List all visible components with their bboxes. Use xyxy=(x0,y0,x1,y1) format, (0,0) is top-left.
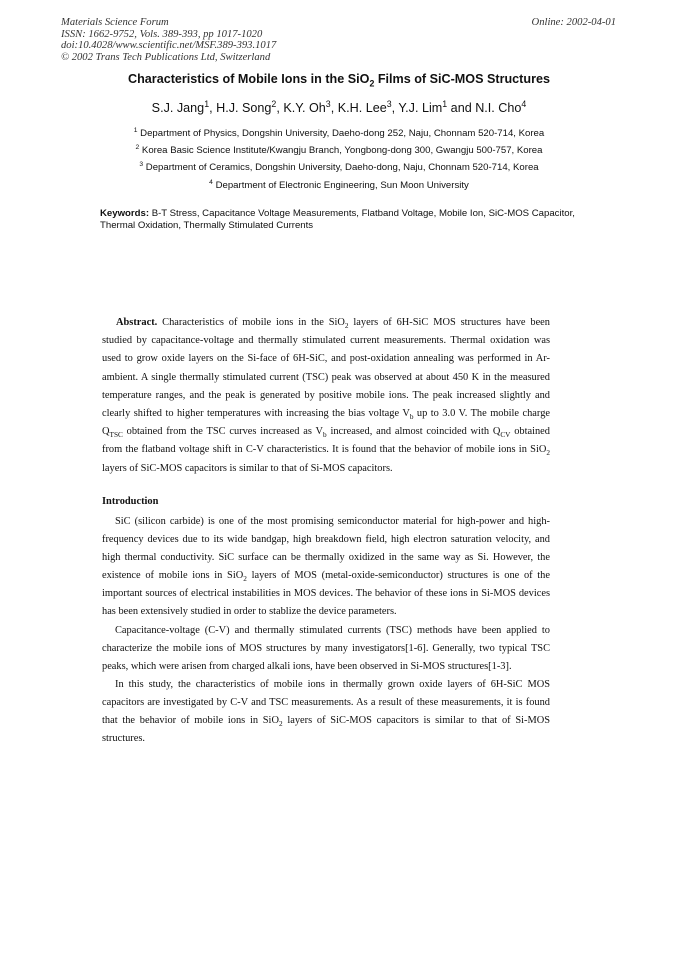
author: H.J. Song$^2$, xyxy=(216,98,284,115)
introduction-heading: Introduction xyxy=(102,496,159,507)
paper-title: Characteristics of Mobile Ions in the SiO$_2$ Films of SiC-MOS Structures xyxy=(128,72,550,89)
intro-paragraph: SiC (silicon carbide) is one of the most promising semiconductor material for high-power and high-frequency devices due to its wide bandgap, high breakdown field, high electron saturation velocity, and high thermal conductivity. SiC surface can be thermally oxidized in the same way as Si. However, the existence of mobile ions in SiO$_2$ layers of MOS (metal-oxide-semiconductor) structures is one of the important sources of electrical instabilities in MOS devices. The behavior of these ions in Si-MOS devices has been extensively studied in order to stablize the device parameters. xyxy=(102,516,550,618)
affiliation: $^2$ Korea Basic Science Institute/Kwangju Branch, Yongbong-dong 300, Gwangju 500-757, Korea xyxy=(135,144,543,157)
author: S.J. Jang$^1$, xyxy=(151,98,217,115)
affiliation: $^4$ Department of Electronic Engineering, Sun Moon University xyxy=(209,178,469,191)
introduction-section xyxy=(102,513,550,748)
affiliation-list xyxy=(0,125,678,194)
affiliation: $^3$ Department of Ceramics, Dongshin University, Daeho-dong, Naju, Chonnam 520-714, Korea xyxy=(139,161,539,174)
author: K.H. Lee$^3$, xyxy=(337,98,399,115)
abstract-section xyxy=(102,314,550,478)
copyright-line: © 2002 Trans Tech Publications Ltd, Switzerland xyxy=(61,51,271,63)
issn-line: ISSN: 1662-9752, Vols. 389-393, pp 1017-1020 xyxy=(61,28,263,40)
author-list xyxy=(0,98,678,115)
doi-link[interactable]: doi:10.4028/www.scientific.net/MSF.389-393.1017 xyxy=(61,40,277,52)
intro-paragraph: In this study, the characteristics of mobile ions in thermally grown oxide layers of 6H-SiC MOS capacitors are investigated by C-V and TSC measurements. As a result of these measurements, it is found that the behavior of mobile ions in SiO$_2$ layers of SiC-MOS capacitors is similar to that of Si-MOS structures. xyxy=(102,678,550,745)
journal-name: Materials Science Forum xyxy=(61,17,169,28)
author: N.I. Cho$^4$ xyxy=(475,98,527,115)
online-date: Online: 2002-04-01 xyxy=(531,17,616,28)
keywords: Keywords: B-T Stress, Capacitance Voltage Measurements, Flatband Voltage, Mobile Ion, SiC-MOS Capacitor, Thermal Oxidation, Thermally Stimulated Currents xyxy=(100,208,575,232)
intro-paragraph: Capacitance-voltage (C-V) and thermally stimulated currents (TSC) methods have been applied to characterize the mobile ions of MOS structures by many investigators[1-6]. Generally, two typical TSC peaks, which were arisen from charged alkali ions, have been observed in Si-MOS structures[1-3]. xyxy=(102,624,550,672)
keywords-label: Keywords: xyxy=(100,208,150,219)
affiliation: $^1$ Department of Physics, Dongshin University, Daeho-dong 252, Naju, Chonnam 520-714, Korea xyxy=(133,126,545,139)
author: Y.J. Lim$^1$ and xyxy=(398,98,476,115)
journal-header xyxy=(61,17,276,63)
abstract-label: Abstract. xyxy=(116,317,158,328)
author: K.Y. Oh$^3$, xyxy=(283,98,338,115)
abstract-paragraph: Abstract. Characteristics of mobile ions in the SiO$_2$ layers of 6H-SiC MOS structures have been studied by capacitance-voltage and thermally stimulated current measurements. Thermal oxidation was used to grow oxide layers on the Si-face of 6H-SiC, and post-oxidation annealing was performed in Ar-ambient. A single thermally stimulated current (TSC) peak was observed at about 450 K in the measured temperature ranges, and the peak is generated by positive mobile ions. The peak increased slightly and clearly shifted to higher temperatures with increasing the bias voltage $V_b$ up to 3.0 V. The mobile charge $Q_{TSC}$ obtained from the TSC curves increased as $V_b$ increased, and almost coincided with $Q_{CV}$ obtained from the flatband voltage shift in C-V characteristics. It is found that the behavior of mobile ions in SiO$_2$ layers of SiC-MOS capacitors is similar to that of Si-MOS capacitors. xyxy=(102,317,550,474)
